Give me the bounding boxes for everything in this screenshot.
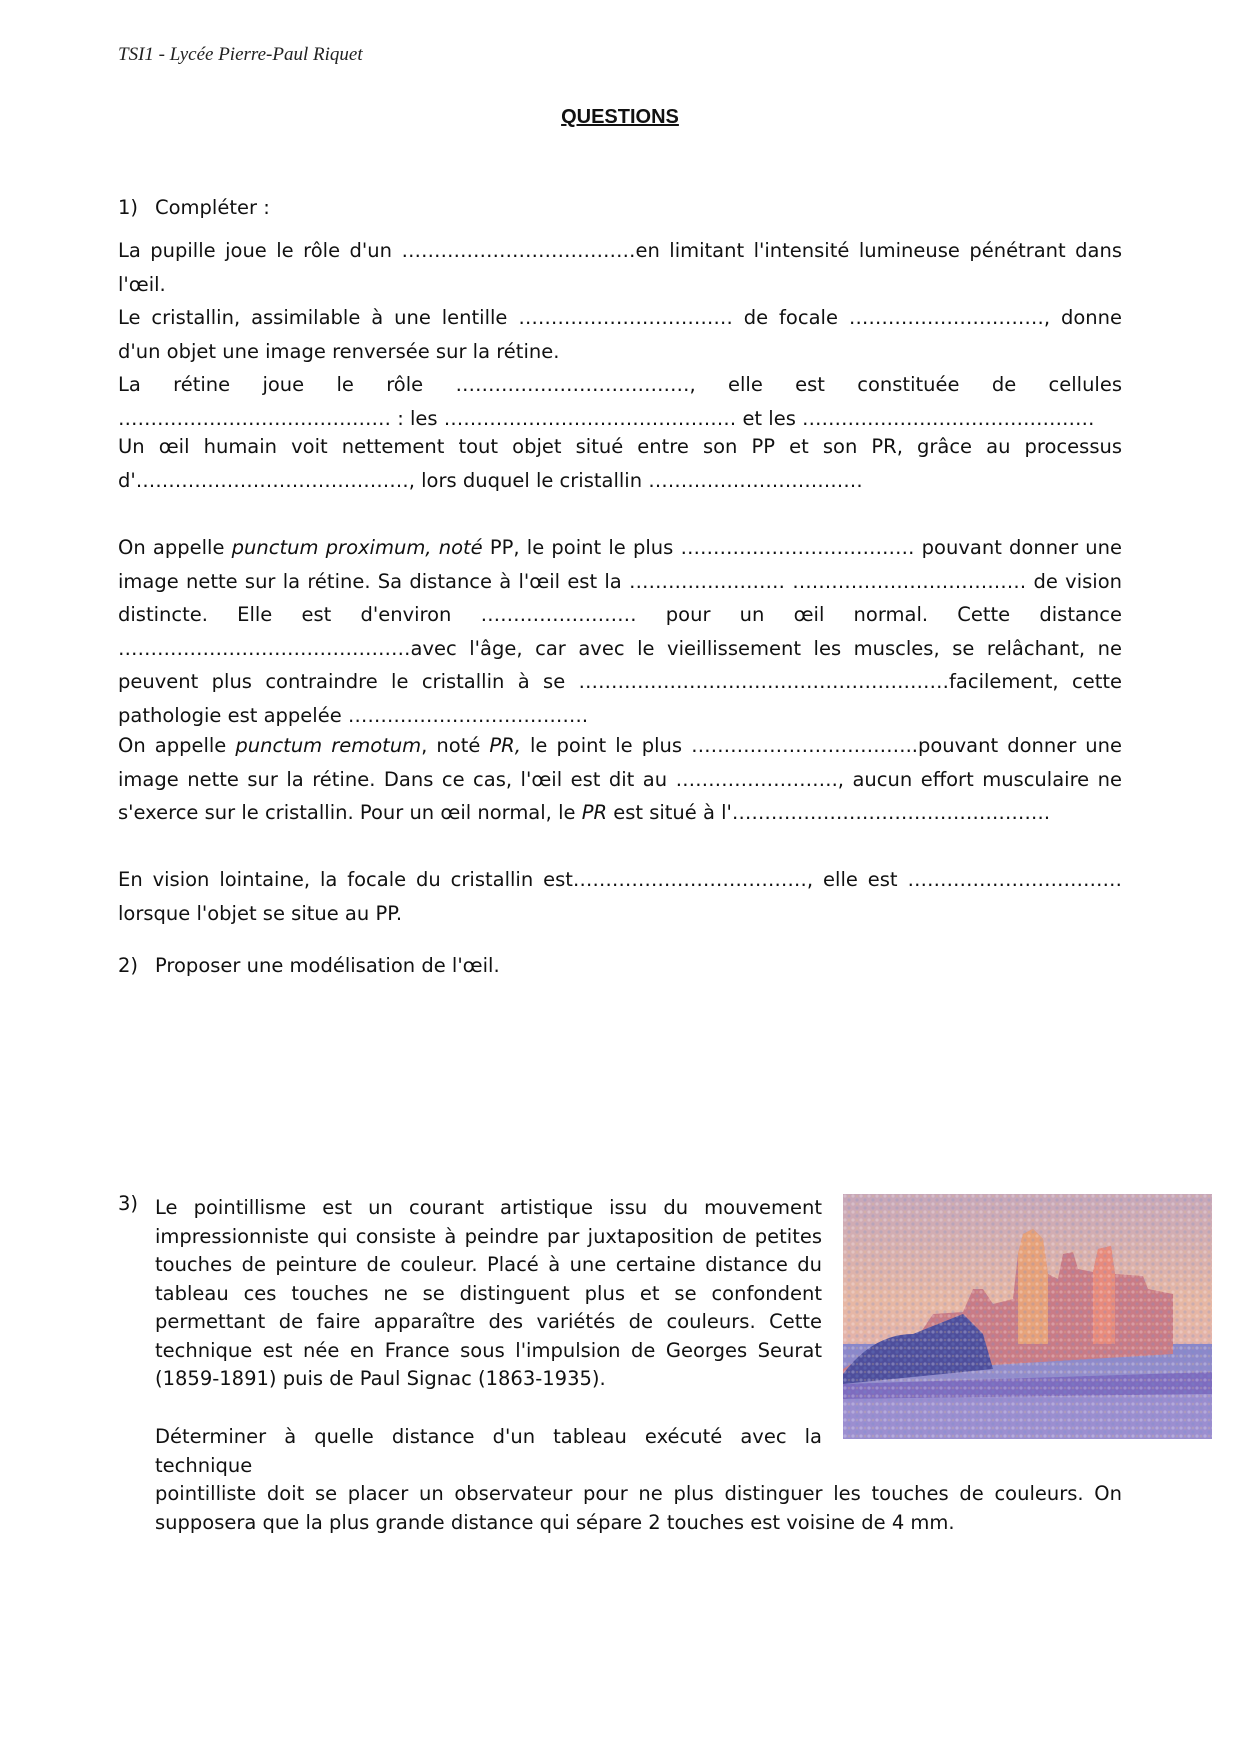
- pp-text-a: On appelle: [118, 536, 232, 559]
- question-3-question-rest: pointilliste doit se placer un observateur pour ne plus distinguer les touches de couleurs. On supposera que la plus grande distance qui sépare 2 touches est voisine de 4 mm.: [155, 1482, 1122, 1534]
- question-1-paragraph-4: [118, 729, 1122, 830]
- question-3-question: [155, 1423, 1122, 1537]
- pr-text-c: le point le plus ……………………………..pouvant donner une image nette sur la rétine. Dans ce cas, l'œil est dit au ……………………., aucun effort musculaire ne s'exerce sur le cristallin. Pour un œil normal, le: [118, 734, 1123, 824]
- question-1-paragraph-5: En vision lointaine, la focale du cristallin est………………………………, elle est ……………………………lorsque l'objet se situe au PP.: [118, 868, 1122, 925]
- question-2-text: Proposer une modélisation de l'œil.: [155, 954, 500, 977]
- question-3-question-first: Déterminer à quelle distance d'un tableau exécuté avec la technique: [155, 1425, 822, 1477]
- question-2-number: 2): [118, 954, 139, 977]
- document-header: TSI1 - Lycée Pierre-Paul Riquet: [118, 44, 363, 65]
- question-1-paragraph-2: Un œil humain voit nettement tout objet situé entre son PP et son PR, grâce au processus d'……………………………………, lors duquel le cristallin ……………………………: [118, 435, 1122, 492]
- pr-italic-b: PR,: [489, 734, 521, 757]
- lens-sentence: Le cristallin, assimilable à une lentille …………………………… de focale …………………………, donne d'un objet une image renversée sur la rétine.: [118, 306, 1122, 363]
- pupil-sentence: La pupille joue le rôle d'un ………………………………en limitant l'intensité lumineuse pénétrant dans l'œil.: [118, 239, 1122, 296]
- painting-svg: [843, 1194, 1212, 1439]
- retina-sentence: La rétine joue le rôle ………………………………, elle est constituée de cellules …………………………………… : les ……………………………………… et les ………………………………………: [118, 373, 1122, 430]
- question-1-paragraph-1: [118, 234, 1122, 435]
- pr-text-d: est situé à l'………………………………………….: [607, 801, 1051, 824]
- pr-text-b: , noté: [421, 734, 490, 757]
- question-1-paragraph-3: [118, 531, 1122, 732]
- pp-text-b: PP, le point le plus ……………………………… pouvant donner une image nette sur la rétine. Sa distance à l'œil est la …………………… ……………………………… de vision distincte. Elle est d'environ …………………… pour un œil normal. Cette distance ………………………………………avec l'âge, car avec le vieillissement les muscles, se relâchant, ne peuvent plus contraindre le cristallin à se …………………………………………………facilement, cette pathologie est appelée ……………………………….: [118, 536, 1123, 727]
- pr-italic-a: punctum remotum: [235, 734, 422, 757]
- pr-text-a: On appelle: [118, 734, 236, 757]
- pr-italic-c: PR: [581, 801, 607, 824]
- question-3-number: 3): [118, 1192, 139, 1215]
- page-title-text: QUESTIONS: [561, 106, 679, 128]
- page-title: [0, 106, 1240, 129]
- question-1-number: 1): [118, 196, 139, 219]
- pp-italic: punctum proximum, noté: [231, 536, 483, 559]
- question-3-text: Le pointillisme est un courant artistique issu du mouvement impressionniste qui consiste à peindre par juxtaposition de petites touches de peinture de couleur. Placé à une certaine distance du tableau ces touches ne se distinguent plus et se confondent permettant de faire apparaître des variétés de couleurs. Cette technique est née en France sous l'impulsion de Georges Seurat (1859-1891) puis de Paul Signac (1863-1935).: [155, 1196, 822, 1390]
- question-1-label: Compléter :: [155, 196, 270, 219]
- pointillist-painting-image: [843, 1194, 1212, 1439]
